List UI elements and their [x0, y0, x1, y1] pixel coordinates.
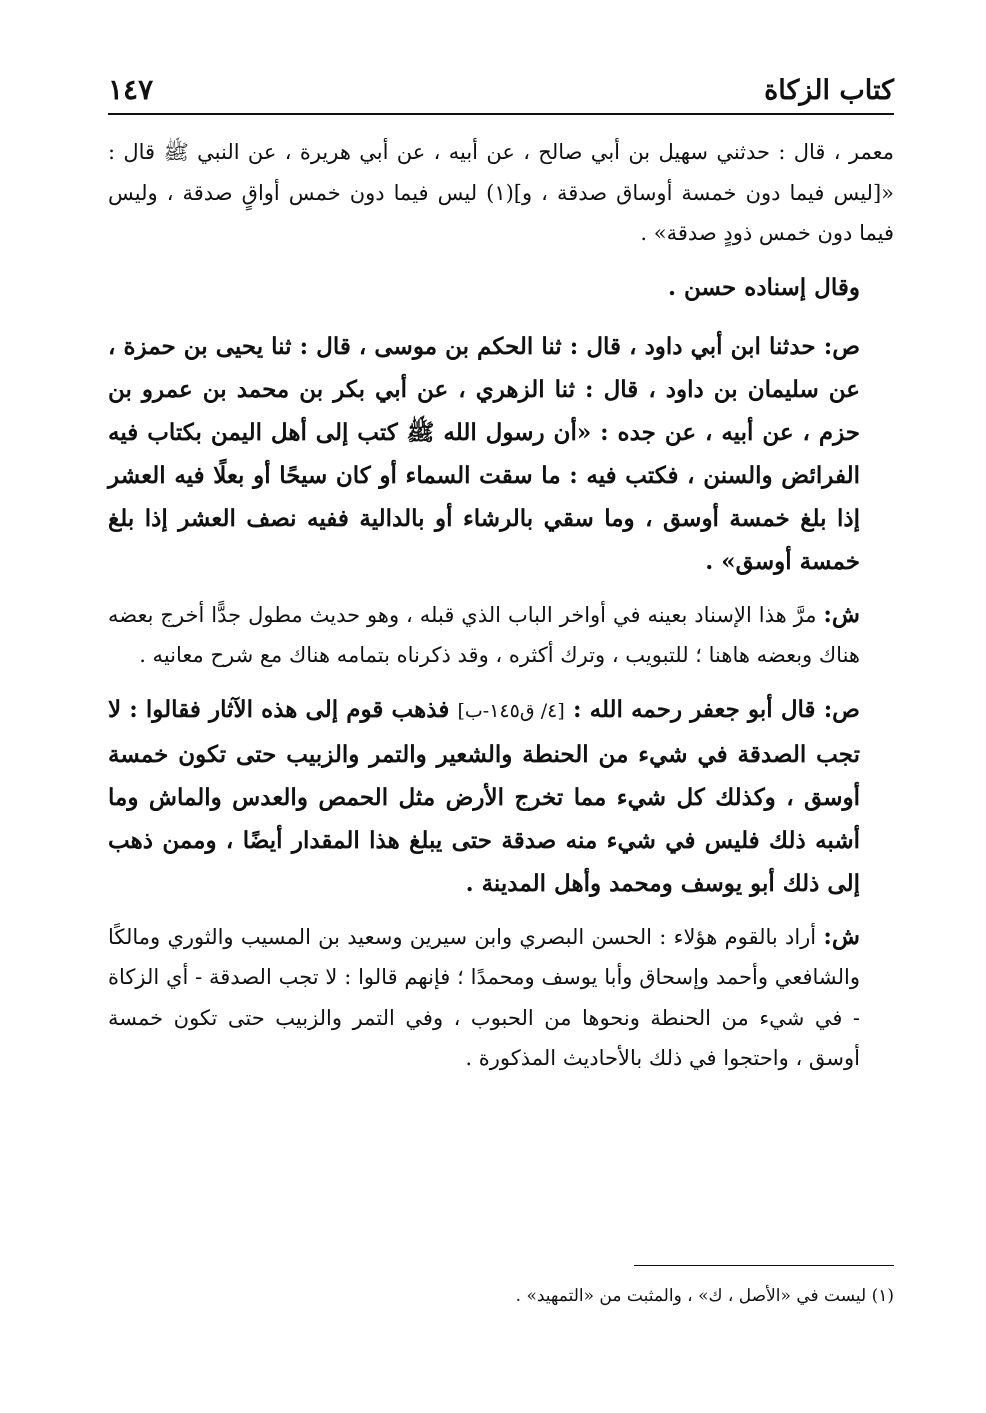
paragraph-sharh-1: [108, 595, 894, 676]
page-number: ١٤٧: [108, 73, 154, 106]
paragraph-matn-2: [108, 688, 894, 905]
paragraph-intro: قال أبو جعفر رحمه الله :: [572, 695, 816, 723]
sharh-label: ش:: [823, 600, 860, 628]
book-title: كتاب الزكاة: [764, 75, 894, 106]
footnote: (١) ليست في «الأصل ، ك» ، والمثبت من «التمهيد» .: [515, 1286, 894, 1306]
paragraph-matn-1: [108, 325, 894, 583]
footnote-divider: [634, 1265, 894, 1266]
paragraph-sharh-2: [108, 917, 894, 1079]
paragraph-text: حدثنا ابن أبي داود ، قال : ثنا الحكم بن موسى ، قال : ثنا يحيى بن حمزة ، عن سليمان بن داود ، قال : ثنا الزهري ، عن أبي بكر بن محمد بن عمرو بن حزم ، عن أبيه ، عن جده : «أن رسول الله ﷺ كتب إلى أهل اليمن بكتاب فيه الفرائض والسنن ، فكتب فيه : ما سقت السماء أو كان سيحًا أو بعلًا فيه العشر إذا بلغ خمسة أوسق ، وما سقي بالرشاء أو بالدالية ففيه نصف العشر إذا بلغ خمسة أوسق» .: [108, 332, 860, 575]
matn-label: ص:: [823, 332, 860, 360]
paragraph-hadith-continuation: [108, 132, 894, 254]
manuscript-reference: [٤/ ق١٤٥-ب]: [457, 699, 565, 722]
paragraph-text: أراد بالقوم هؤلاء : الحسن البصري وابن سيرين وسعيد بن المسيب والثوري ومالكًا والشافعي وأحمد وإسحاق وأبا يوسف ومحمدًا ؛ فإنهم قالوا : لا تجب الصدقة - أي الزكاة - في شيء من الحنطة ونحوها من الحبوب ، وفي التمر والزبيب حتى تكون خمسة أوسق ، واحتجوا في ذلك بالأحاديث المذكورة .: [108, 924, 861, 1070]
text-line: معمر ، قال : حدثني سهيل بن أبي صالح ، عن أبيه ، عن أبي هريرة ، عن النبي ﷺ: [163, 140, 894, 164]
sharh-label: ش:: [823, 922, 860, 950]
paragraph-text: وقال إسناده حسن .: [668, 273, 860, 301]
text-line: قال : «[ليس فيما دون خمسة أوساق صدقة ، و](١) ليس فيما دون خمس أواقٍ صدقة ،: [108, 140, 894, 205]
header-divider: [108, 113, 894, 115]
running-header: [108, 62, 894, 106]
text-line: وليس فيما دون خمس ذودٍ صدقة» .: [108, 180, 894, 245]
matn-label: ص:: [823, 695, 860, 723]
body-text: [108, 132, 894, 1079]
paragraph-text: فذهب قوم إلى هذه الآثار فقالوا : لا تجب الصدقة في شيء من الحنطة والشعير والتمر والزبيب حتى تكون خمسة أوسق ، وكذلك كل شيء مما تخرج الأرض مثل الحمص والعدس والماش وما أشبه ذلك فليس في شيء منه صدقة حتى يبلغ هذا المقدار أيضًا ، وممن ذهب إلى ذلك أبو يوسف ومحمد وأهل المدينة .: [108, 695, 860, 897]
paragraph-isnad-note: [108, 266, 894, 309]
paragraph-text: مرَّ هذا الإسناد بعينه في أواخر الباب الذي قبله ، وهو حديث مطول جدًّا أخرج بعضه هناك وبعضه هاهنا ؛ للتبويب ، وترك أكثره ، وقد ذكرناه بتمامه هناك مع شرح معانيه .: [108, 602, 860, 667]
